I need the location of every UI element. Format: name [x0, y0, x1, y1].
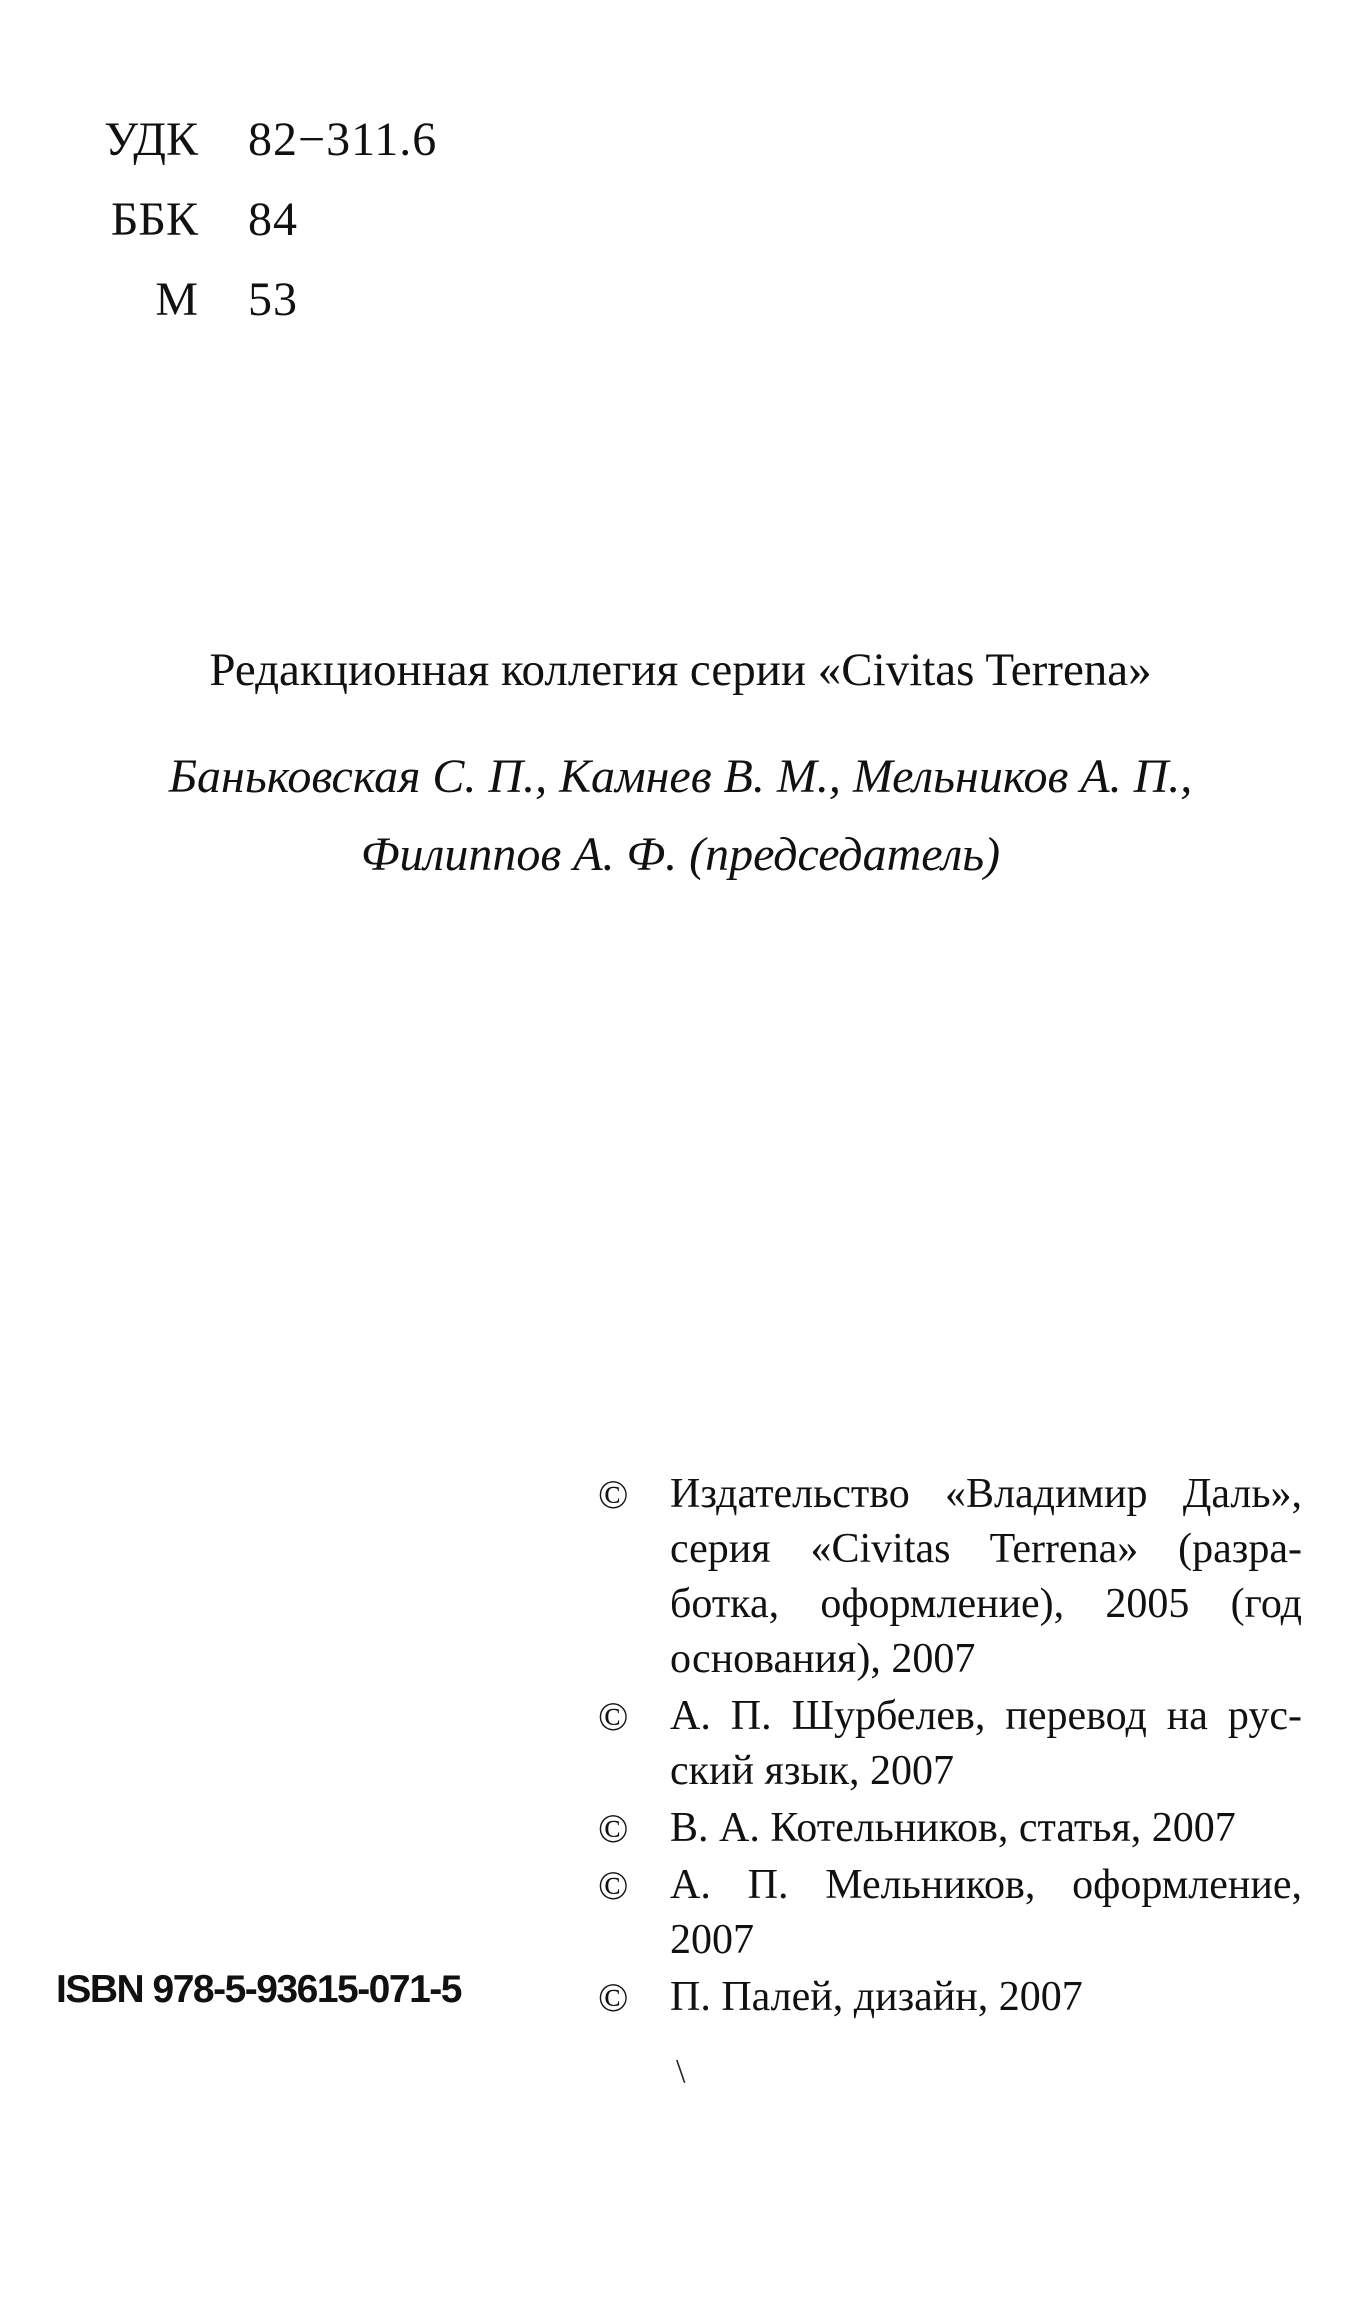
- copyright-design: П. Палей, дизайн, 2007: [670, 1974, 1083, 2020]
- editorial-board-title: Редакционная коллегия серии «Civitas Terrena»: [209, 644, 1152, 696]
- copyright-item: [598, 1858, 1302, 1968]
- copyright-list: [598, 1467, 1302, 2027]
- copyright-item: [598, 1689, 1302, 1799]
- copyright-icon: ©: [598, 1806, 629, 1851]
- copyright-icon: ©: [598, 1863, 629, 1908]
- bbk-value: 84: [248, 193, 298, 246]
- isbn-number: ISBN 978-5-93615-071-5: [56, 1968, 461, 2011]
- copyright-icon: ©: [598, 1472, 629, 1517]
- udk-row: [46, 100, 437, 180]
- copyright-icon: ©: [598, 1975, 629, 2020]
- stray-print-mark: \: [676, 2053, 686, 2090]
- board-members-line-1: Баньковская С. П., Камнев В. М., Мельников А. П.,: [168, 750, 1193, 803]
- copyright-item: [598, 1801, 1302, 1856]
- udk-label: УДК: [104, 113, 198, 166]
- board-members-line-2: Филиппов А. Ф. (председатель): [360, 828, 1001, 881]
- copyright-item: [598, 1970, 1302, 2025]
- copyright-icon: ©: [598, 1694, 629, 1739]
- copyright-article: В. А. Котельников, статья, 2007: [670, 1805, 1236, 1851]
- classification-block: [46, 100, 437, 340]
- udk-value: 82−311.6: [248, 113, 438, 166]
- copyright-translation: А. П. Шурбелев, перевод на русский язык, 2007: [670, 1693, 1302, 1794]
- copyright-item: [598, 1467, 1302, 1687]
- author-mark-label: М: [155, 273, 198, 326]
- author-mark-row: [46, 260, 437, 340]
- copyright-layout: А. П. Мельников, оформление, 2007: [670, 1862, 1302, 1963]
- bbk-label: ББК: [110, 193, 198, 246]
- editorial-board-members: [0, 738, 1361, 894]
- bbk-row: [46, 180, 437, 260]
- author-mark-value: 53: [248, 273, 298, 326]
- copyright-publisher: Издательство «Владимир Даль», серия «Civitas Terrena» (разработка, оформление), 2005 (год основания), 2007: [670, 1471, 1302, 1682]
